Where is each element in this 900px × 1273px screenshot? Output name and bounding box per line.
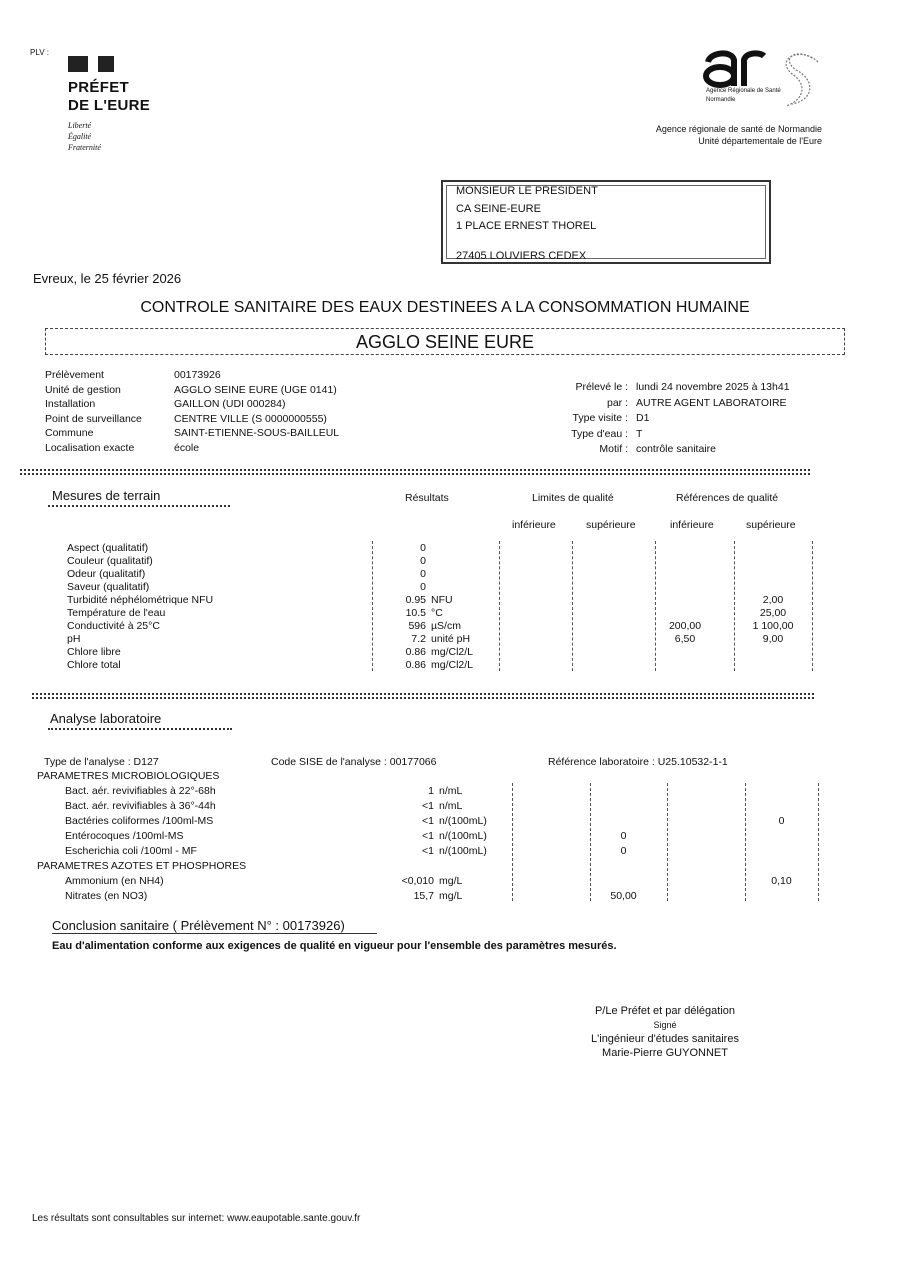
document-date: Evreux, le 25 février 2026 [33,271,182,286]
address-line: 1 PLACE ERNEST THOREL [456,220,597,232]
lab-limit-upper: 50,00 [610,890,637,902]
ars-unit-name: Unité départementale de l'Eure [698,136,822,146]
lab-param-value: 1 [428,785,434,797]
lab-param-unit: n/(100mL) [439,830,487,842]
sample-info-value: GAILLON (UDI 000284) [174,398,286,410]
references-upper-header: supérieure [746,519,796,531]
plv-label: PLV : [30,48,49,57]
field-param-unit: °C [431,607,443,619]
field-param-value: 596 [408,620,426,632]
sample-info-value: AGGLO SEINE EURE (UGE 0141) [174,383,337,396]
field-param-label: Aspect (qualitatif) [67,542,149,554]
address-line: CA SEINE-EURE [456,203,541,215]
field-param-unit: NFU [431,594,453,606]
signature-line: Marie-Pierre GUYONNET [602,1047,728,1059]
field-param-value: 0 [420,542,426,554]
field-param-label: Chlore libre [67,646,121,658]
field-param-value: 0 [420,568,426,580]
field-ref-upper: 2,00 [762,594,784,606]
sample-info-label: Unité de gestion [45,383,121,396]
sample-info-label: Point de surveillance [45,412,142,425]
sample-info-label: Prélevé le : [575,381,628,393]
field-param-unit: mg/Cl2/L [431,646,474,658]
lab-param-value: <1 [422,830,434,842]
analysis-type: Type de l'analyse : D127 [44,756,159,768]
lab-param-unit: mg/L [439,875,463,887]
sample-info-label: Prélèvement [45,369,104,381]
sample-info-value: école [174,441,200,454]
lab-param-value: <1 [422,845,434,857]
sample-info-value: SAINT-ETIENNE-SOUS-BAILLEUL [174,427,340,439]
sample-info-value: lundi 24 novembre 2025 à 13h41 [636,381,790,393]
motto-line: Liberté [68,121,92,130]
field-param-unit: mg/Cl2/L [431,659,474,671]
field-param-unit: unité pH [431,633,471,645]
field-ref-upper: 9,00 [762,633,784,645]
field-param-value: 7.2 [411,633,426,645]
lab-param-value: <1 [422,800,434,812]
lab-param-unit: n/mL [439,785,463,797]
sample-info-label: Installation [45,398,96,410]
entity-title: AGGLO SEINE EURE [355,332,535,352]
footer-note: Les résultats sont consultables sur internet: www.eaupotable.sante.gouv.fr [32,1213,361,1224]
limits-lower-header: inférieure [512,519,556,531]
conclusion-text: Eau d'alimentation conforme aux exigences de qualité en vigueur pour l'ensemble des paramètres mesurés. [52,940,617,952]
ars-agency-name: Agence régionale de santé de Normandie [655,124,822,134]
lab-param-value: 15,7 [413,890,434,902]
sample-info-label: Motif : [599,443,628,455]
lab-limit-upper: 0 [620,845,627,857]
lab-category-label: PARAMETRES MICROBIOLOGIQUES [37,770,220,782]
recipient-address-box [441,180,771,264]
references-lower-header: inférieure [670,519,714,531]
field-param-label: Turbidité néphélométrique NFU [67,594,214,606]
ars-small-text: Agence Régionale de Santé [706,88,781,94]
field-param-value: 0.86 [405,659,426,671]
lab-param-unit: n/(100mL) [439,815,487,827]
lab-param-label: Bact. aér. revivifiables à 22°-68h [65,785,216,797]
field-ref-upper: 25,00 [759,607,787,619]
address-line: MONSIEUR LE PRESIDENT [456,185,598,197]
sample-info-label: Type d'eau : [571,427,628,440]
sample-info-value: D1 [636,412,650,424]
field-param-value: 0.86 [405,646,426,658]
document-title: CONTROLE SANITAIRE DES EAUX DESTINEES A LA CONSOMMATION HUMAINE [140,299,750,316]
field-param-label: Couleur (qualitatif) [67,555,153,567]
results-header: Résultats [405,492,449,504]
field-ref-lower: 6,50 [674,633,696,645]
lab-param-value: <0,010 [401,875,434,887]
signature-line: L'ingénieur d'études sanitaires [591,1033,739,1045]
lab-param-unit: n/mL [439,800,463,812]
prefecture-name-line1: PRÉFET [68,79,129,96]
lab-limit-upper: 0 [620,830,627,842]
sample-info-label: Commune [45,427,94,439]
sample-info-value: contrôle sanitaire [636,443,716,455]
sise-code: Code SISE de l'analyse : 00177066 [271,756,437,768]
field-ref-upper: 1 100,00 [752,620,794,632]
field-param-label: pH [67,633,81,645]
section-divider [20,469,810,475]
sample-info-value: T [636,427,643,440]
field-param-unit: µS/cm [431,620,461,632]
field-param-value: 10.5 [405,607,426,619]
lab-reference: Référence laboratoire : U25.10532-1-1 [548,756,728,768]
lab-param-label: Nitrates (en NO3) [65,890,148,902]
field-param-label: Saveur (qualitatif) [67,581,150,593]
signature-line: Signé [653,1020,677,1030]
address-line: 27405 LOUVIERS CEDEX [456,250,587,262]
sample-info-value: CENTRE VILLE (S 0000000555) [174,412,327,425]
limits-header: Limites de qualité [532,492,614,504]
ars-small-text: Normandie [706,97,736,103]
field-param-value: 0 [420,555,426,567]
sample-info-label: Localisation exacte [45,441,135,454]
lab-param-value: <1 [422,815,434,827]
conclusion-underline [52,933,377,934]
motto-line: Égalité [68,132,92,141]
field-param-label: Température de l'eau [67,607,166,619]
motto-line: Fraternité [68,143,101,152]
lab-param-label: Escherichia coli /100ml - MF [65,845,197,857]
lab-category-label: PARAMETRES AZOTES ET PHOSPHORES [37,860,247,872]
lab-param-unit: n/(100mL) [439,845,487,857]
field-param-label: Chlore total [67,659,121,671]
field-param-value: 0 [420,581,426,593]
lab-param-label: Bactéries coliformes /100ml-MS [65,815,214,827]
sample-info-label: par : [606,396,628,409]
signature-line: P/Le Préfet et par délégation [594,1005,736,1017]
section-divider [32,693,814,699]
lab-ref-upper: 0 [778,815,785,827]
section-underline [48,728,232,730]
lab-param-label: Bact. aér. revivifiables à 36°-44h [65,800,216,812]
sample-info-label: Type visite : [572,412,628,424]
prefecture-name-line2: DE L'EURE [68,97,151,114]
sample-info-value: AUTRE AGENT LABORATOIRE [636,396,787,409]
lab-param-label: Ammonium (en NH4) [65,875,164,887]
field-param-label: Odeur (qualitatif) [67,568,146,580]
field-section-title: Mesures de terrain [52,488,161,503]
field-param-value: 0.95 [405,594,426,606]
limits-upper-header: supérieure [586,519,636,531]
field-ref-lower: 200,00 [668,620,702,632]
conclusion-title: Conclusion sanitaire ( Prélèvement N° : 00173926) [52,918,345,933]
section-underline [48,505,230,507]
references-header: Références de qualité [676,492,779,504]
sample-info-value: 00173926 [174,369,221,381]
republic-logo-icon [68,56,114,72]
lab-param-label: Entérocoques /100ml-MS [65,830,184,842]
lab-ref-upper: 0,10 [771,875,792,887]
lab-section-title: Analyse laboratoire [50,711,162,726]
field-param-label: Conductivité à 25°C [67,620,160,632]
lab-param-unit: mg/L [439,890,463,902]
entity-title-box [45,328,845,355]
